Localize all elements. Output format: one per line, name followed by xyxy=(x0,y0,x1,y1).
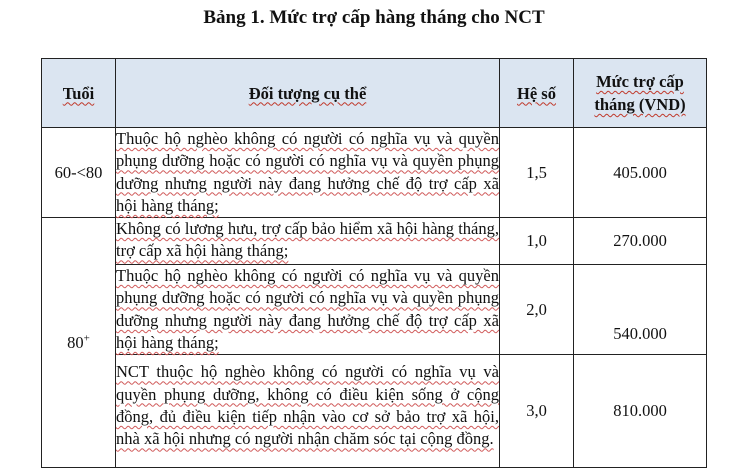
row-coefficient: 1,0 xyxy=(500,218,574,265)
table-row xyxy=(42,218,707,265)
age-group-60-80: 60-<80 xyxy=(42,128,116,218)
header-row xyxy=(42,59,707,128)
header-age: Tuổi xyxy=(42,59,116,128)
row-amount: 270.000 xyxy=(574,218,707,265)
row-amount: 540.000 xyxy=(574,265,707,355)
header-coefficient: Hệ số xyxy=(500,59,574,128)
table-row xyxy=(42,265,707,355)
row-description: Không có lương hưu, trợ cấp bảo hiểm xã hội hàng tháng, trợ cấp xã hội hàng tháng; xyxy=(116,218,500,265)
row-description: Thuộc hộ nghèo không có người có nghĩa vụ và quyền phụng dưỡng hoặc có người có nghĩa vụ và quyền phụng dưỡng nhưng người này đang hưởng chế độ trợ cấp xã hội hàng tháng; xyxy=(116,265,500,355)
row-amount: 810.000 xyxy=(574,355,707,468)
row-description: Thuộc hộ nghèo không có người có nghĩa vụ và quyền phụng dưỡng hoặc có người có nghĩa vụ và quyền phụng dưỡng nhưng người này đang hưởng chế độ trợ cấp xã hội hàng tháng; xyxy=(116,128,500,218)
row-description: NCT thuộc hộ nghèo không có người có nghĩa vụ và quyền phụng dưỡng, không có điều kiện sống ở cộng đồng, đủ điều kiện tiếp nhận vào cơ sở bảo trợ xã hội, nhà xã hội nhưng có người nhận chăm sóc tại cộng đồng. xyxy=(116,355,500,468)
header-amount: Mức trợ cấp tháng (VND) xyxy=(574,59,707,128)
row-amount: 405.000 xyxy=(574,128,707,218)
row-coefficient: 3,0 xyxy=(500,355,574,468)
table-title: Bảng 1. Mức trợ cấp hàng tháng cho NCT xyxy=(203,7,545,28)
age-group-80-plus: 80+ xyxy=(42,218,116,468)
header-description: Đối tượng cụ thể xyxy=(116,59,500,128)
row-coefficient: 1,5 xyxy=(500,128,574,218)
row-coefficient: 2,0 xyxy=(500,265,574,355)
table-row xyxy=(42,128,707,218)
allowance-table xyxy=(41,58,707,468)
table-row xyxy=(42,355,707,468)
